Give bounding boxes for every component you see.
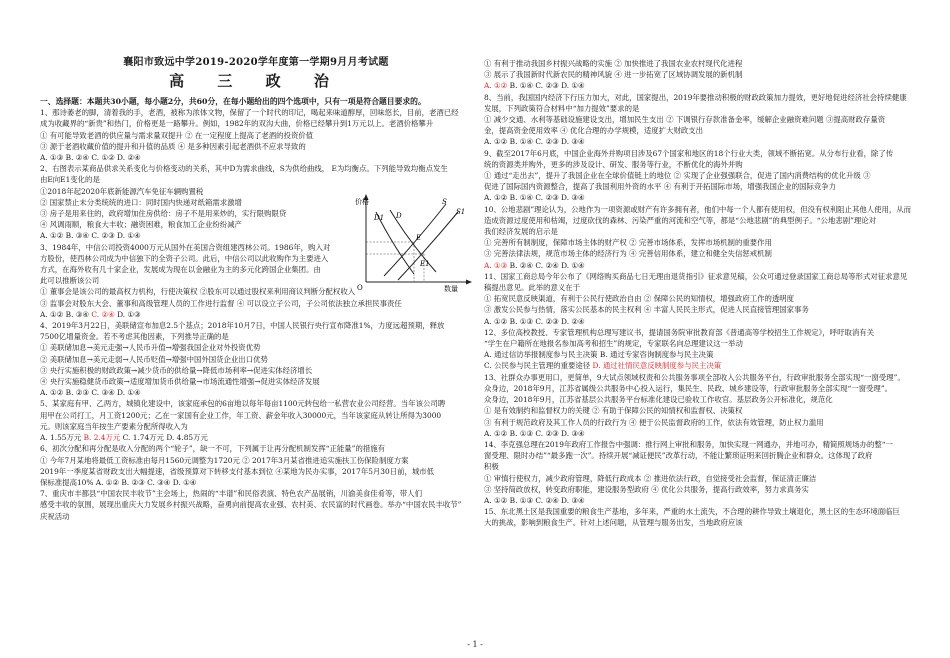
question-line: 感受丰收的氛围，展现出重庆大力发展乡村振兴战略，奋勇向前提高农业强、农村美、农民富的时代画卷。举办“中国农民丰收节”	[40, 500, 462, 510]
question-line: ① 美联储加息→美元走强→人民币升值→增强我国企业对外投资优势	[40, 343, 261, 353]
question-line: 5、某家庭有甲、乙两方，城镇化建设中，该家庭承包的6亩地以每年每亩1100元转包给一私营农业公司经营。当年该公司聘	[40, 399, 446, 409]
point-label-e1: E1	[420, 260, 430, 268]
exam-subject-title: 高 三 政 治	[169, 72, 343, 90]
question-line: 7、重庆市丰都县“中国农民丰收节”主会场上，热闹的“丰谱”和民俗表演、特色农产品展销，川渝美食佳肴等，带人们	[40, 489, 422, 499]
marked-answer: C. ②④	[91, 309, 115, 319]
question-line: ④ 风调雨顺，粮食大丰收；融资困难，粮食加工企业纷纷减产	[40, 220, 242, 230]
question-line: ① 通过“走出去”，提升了我国企业在全球价值链上的地位 ② 实现了企业强强联合，促进了国内消费结构的优化升级 ③	[484, 171, 871, 181]
marked-answer: B. 2.4万元	[83, 433, 121, 443]
question-line: 促进了国际国内资源整合，提高了我国利用外资的水平 ④ 有利于开拓国际市场，增强我国企业的国际竞争力	[484, 182, 837, 192]
question-line: ① 有可能导致老酒的供应量与需求量双提升 ② 在一定程度上提高了老酒的投资价值	[40, 130, 314, 140]
question-line: 稿提出意见。此举的意义在于	[484, 283, 581, 293]
question-line: ④ 央行实施稳健货币政策→适度增加货币供给量→市场流通性增强→促进实体经济发展	[40, 377, 320, 387]
curve-label-d1: D1	[374, 214, 385, 222]
question-line: 造成资源过度使用和枯竭，过度砍伐的森林、污染严重的河流和空气等，都是“公地悲剧”的典型例子。“公地悲剧”理论对	[484, 215, 877, 225]
curve-label-d: D	[396, 212, 402, 220]
marked-answer: A. ①③	[484, 260, 508, 270]
question-line: 7500亿增量资金。若不考虑其他因素，下列推导正确的是	[40, 332, 229, 342]
question-line: 8、当前，我国国内经济下行压力加大，对此，国家提出，2019年要推动积极的财政政策加力提效，更好地促进经济社会持续健康	[484, 92, 907, 102]
question-line: C. 公民参与民主管理的重要途径 D. 通过社情民意反映制度参与民主决策	[484, 361, 722, 371]
question-line: 成为收藏界的“新贵”和热门，价格更是一路攀升。例如，1982年的双沟大曲，价格已经攀升到1万元以上。老酒价格攀升	[40, 119, 434, 129]
question-line: 此可以推断该公司	[40, 276, 100, 286]
x-axis-label: 数量	[444, 285, 458, 292]
question-line: 用甲在公司打工，月工资1200元；乙在一家国有企业工作，年工资、薪金年收入30000元，当年该家庭从转让所得为3000	[40, 410, 442, 420]
right-column	[484, 58, 912, 529]
x-axis-arrow	[466, 280, 472, 285]
question-line: A. 1.55万元 B. 2.4万元 C. 1.74万元 D. 4.85万元	[40, 433, 208, 443]
question-line: A. ①② B. ②③ C. ③④ D. ①④	[40, 388, 141, 398]
question-line: A. ①② B. ③④ C. ②④ D. ①③	[40, 309, 141, 319]
question-line: ③ 监事会对股东大会、董事和高级管理人员的工作进行监督 ④ 可以设立子公司，子公司依法独立承担民事责任	[40, 298, 402, 308]
question-line: 12、多位高校教授、专家管理机构总理写建议书，提请国务院审批教育部《普通高等学校招生工作规定》，呼吁取消有关	[484, 327, 875, 337]
question-line: 我们经济发展的启示是	[484, 227, 558, 237]
question-line: ①2018年起2020年底新能源汽车免征车辆购置税	[40, 186, 204, 196]
question-line: 元。则该家庭当年按生产要素分配所得收入为	[40, 421, 188, 431]
question-line: ③ 激发公民参与热情，落实公民基本的民主权利 ④ 丰富人民民主形式，促进人民直接管理国家事务	[484, 305, 809, 315]
question-line: 窗受理、限时办结”“最多跑一次”。持续开展“减证便民”改革行动，不能让繁琐证明来回折腾企业和群众。这体现了政府	[484, 451, 873, 461]
question-line: 13、社群众办事更用口，更简单，9大试点领域权责和公共服务事项全部收入公共服务平台，行政审批服务全部实现“一窗受理”。	[484, 372, 905, 382]
question-line: 15、东北黑土区是我国重要的粮食生产基地，多年来，严重的水土流失，不合理的耕作导致土壤退化，黑土区的生态环境面临巨	[484, 507, 900, 517]
question-line: ② 美联储加息→美元走弱→人民币贬值→增强中国外国货企业出口优势	[40, 354, 268, 364]
marked-answer: D. 通过社情民意反映制度参与民主决策	[592, 361, 722, 371]
question-line: 3、1984年，中信公司投资4000万元从国外在美国合资组建西林公司。1986年，购入对	[40, 242, 331, 252]
question-line: 发展，下列政策符合材料中“加力提效”要求的是	[484, 103, 640, 113]
page-number: - 1 -	[467, 640, 483, 649]
left-column	[40, 96, 472, 522]
question-line: A. ①② B. ①③ C. ②③ D. ③④	[484, 428, 585, 438]
question-line: ③ 央行实施积极的财政政策→减少货币的供给量→降低市场利率→促进实体经济增长	[40, 365, 313, 375]
question-line: 大的挑战，影响到粮食生产。针对上述问题，从管理与服务出发，当地政府应该	[484, 518, 743, 528]
question-line: ③ 有利于规范政府及其工作人员的行政行为 ④ 便于公民监督政府的工作，依法有效管理，防止权力滥用	[484, 417, 824, 427]
question-line: ① 减少交通、水利等基础设施建设支出，增加民生支出 ② 下调银行存款准备金率，缓解企业融资难问题 ③提高财政存量资	[484, 115, 886, 125]
question-line: ① 拓宽民意反映渠道，有利于公民行使政治自由 ② 保障公民的知情权，增强政府工作的透明度	[484, 294, 795, 304]
question-line: 6、初次分配和再分配是收入分配的两个“轮子”，缺一不可，下列属于让再分配机制发挥“正能量”的措施有	[40, 444, 386, 454]
question-line: 9、截至2017年6月底，中国企业海外并购项目涉及67个国家和地区的18个行业大类，领域不断拓宽。从分布行业看，除了传	[484, 148, 894, 158]
question-line: ③ 完善法律法规，规范市场主体的经济行为 ④ 完善信用体系，建立和健全失信惩戒机制	[484, 249, 772, 259]
question-line: 金，提高资金使用效率 ④ 优化合理的办学规模，适度扩大财政支出	[484, 126, 704, 136]
question-line: A. ①② B. ③④ C. ②③ D. ①④	[40, 231, 141, 241]
equilibrium-dashes	[366, 242, 424, 282]
question-line: ③ 房子是用来住的，政府增加住房供给：房子不是用来炒的，实行限购限贷	[40, 209, 287, 219]
question-line: ③ 坚持简政放权，转变政府职能，建设服务型政府 ④ 优化公共服务，提高行政效率，努力求真务实	[484, 484, 809, 494]
curve-label-s: S	[442, 198, 447, 206]
question-line: 众身边，2018年9月，江苏省基层公共服务平台标准化建设已验收工作收官。基层政务公开标准化，规范化	[484, 395, 833, 405]
question-line: ① 有利于推动我国乡村振兴战略的实施 ② 加快推进了我国农业农村现代化进程	[484, 59, 743, 68]
question-line: 方式，在海外收有几十家企业，发展成为现在以金融业为主的多元化跨国企业集团。由	[40, 265, 321, 275]
question-line: ① 今年7月某地将最低工资标准由每月1560元调整为1720元 ② 2017年3月某省推进追实施扶工伤保险制度方案	[40, 455, 409, 465]
question-line: A. ①② B. ①③ C. ②④ D. ③④	[484, 495, 585, 505]
supply-curve-s1	[398, 212, 458, 280]
question-line: ② 国家禁止未分类统统的进口：同时国内快递对纸箱需求激增	[40, 197, 242, 207]
question-line: A. ①② B. ①③ C. ②③ D. ②④	[484, 316, 585, 326]
question-line: ① 审慎行使权力，减少政府管理，降低行政成本 ② 推进依法行政，自觉接受社会监督，保证清正廉洁	[484, 473, 817, 483]
point-label-e: E	[416, 234, 422, 242]
supply-demand-diagram	[354, 192, 474, 292]
origin-label: O	[357, 284, 363, 292]
question-line: “学生在户籍所在地报名参加高考和招生”的规定，专家联名向总理建议这一举动	[484, 339, 743, 349]
question-line: 2、右图表示某商品供求关系变化与价格变动的关系，其中D为需求曲线，S为供给曲线， E为均衡点。下列能导致均衡点发生	[40, 164, 448, 174]
question-line: 积极	[484, 462, 499, 472]
question-line: 庆祝活动	[40, 511, 70, 521]
marked-answer: A. ①②	[484, 81, 508, 91]
question-line: A. ①③ B. ②④ C. ②④ D. ①④	[484, 260, 585, 270]
question-line: 保标准提高10% A. ①② B. ②③ C. ③④ D. ①④	[40, 477, 197, 487]
question-line: A. ①② B. ①④ C. ②③ D. ③④	[484, 137, 585, 147]
curve-label-s1: S1	[456, 208, 466, 216]
question-line: ③ 源于老酒收藏价值的提升和升值的品质 ④ 是多种因素引起老酒供不应求导致的	[40, 141, 306, 151]
question-line: 2019年一季度某省财政支出大幅提速，省级预算对下转移支付基本到位 ④某地为民办实事，2017年5月30日前，城市低	[40, 466, 435, 476]
question-line: ③ 展示了我国新时代新农民的精神风貌 ④ 进一步拓宽了区域协调发展的新机制	[484, 70, 743, 80]
question-line: ① 完善所有制制度，保障市场主体的财产权 ② 完善市场体系，发挥市场机制的重要作用	[484, 238, 772, 248]
question-line: 14、李克强总理在2019年政府工作报告中强调：推行网上审批和服务，加快实现一网通办，并地可办，精简照规场办的整“一	[484, 439, 893, 449]
question-line: 众身边，2018年9月，江苏省属级公共服务中心投入运行，集民生、民政、城乡建设等，行政审批服务全部实现“一窗受理”。	[484, 383, 892, 393]
question-line: A. ①② B. ①④ C. ②③ D. ①④	[484, 81, 585, 91]
question-line: 4、2019年3月22日，美联储宣布加息2.5个基点；2018年10月7日，中国人民银行央行宣布降准1%，力度远超预期，释放	[40, 321, 445, 331]
question-line: 由E向E1变化的是	[40, 175, 100, 185]
question-line: A. 通过信访举报制度参与民主决策 B. 通过专家咨询制度参与民主决策	[484, 350, 714, 360]
question-line: ① 是有效制约和监督权力的关键 ② 有助于保障公民的知情权和监督权、决策权	[484, 406, 743, 416]
question-line: 11、国家工商总局今年公布了《网络购买商品七日无理由退货指引》征求意见稿，公众可通过登录国家工商总局等形式对征求意见	[484, 271, 908, 281]
y-axis-label: 价格	[355, 198, 369, 206]
exam-school-title: 襄阳市致远中学2019-2020学年度第一学期9月月考试题	[123, 57, 389, 68]
question-line: A. ①③ B. ②④ C. ①② D. ②④	[40, 153, 141, 163]
question-line: 统的资源类并购外，更多的涉及设计、研发、服务等行业，不断优化的海外并购	[484, 159, 743, 169]
question-line: 10、公地悲剧”理论认为，公地作为一项资源或财产有许多拥有者，他们中每一个人都有使用权，但没有权利阻止其他人使用，从而	[484, 204, 912, 214]
question-line: 方股份，使西林公司成为中信独下的全资子公司。此后，中信公司以此收购作为主要进入	[40, 253, 329, 263]
section-heading: 一、选择题：本题共30小题，每小题2分，共60分，在每小题给出的四个选项中，只有一项是符合题目要求的。	[40, 97, 426, 106]
question-line: A. ①② B. ①④ C. ②③ D. ③④	[484, 193, 585, 203]
question-line: 1、那诗萎老的脚，清着我的手，老酒，被称为浓体文物，保留了一个时代的印记，喝起来味道醇厚，回味悠长，目前，老酒已经	[40, 108, 459, 118]
question-line: ① 董事会是该公司的最高权力机构，行使决策权 ②股东可以通过股权来利用商议判断分配权收入	[40, 287, 356, 297]
